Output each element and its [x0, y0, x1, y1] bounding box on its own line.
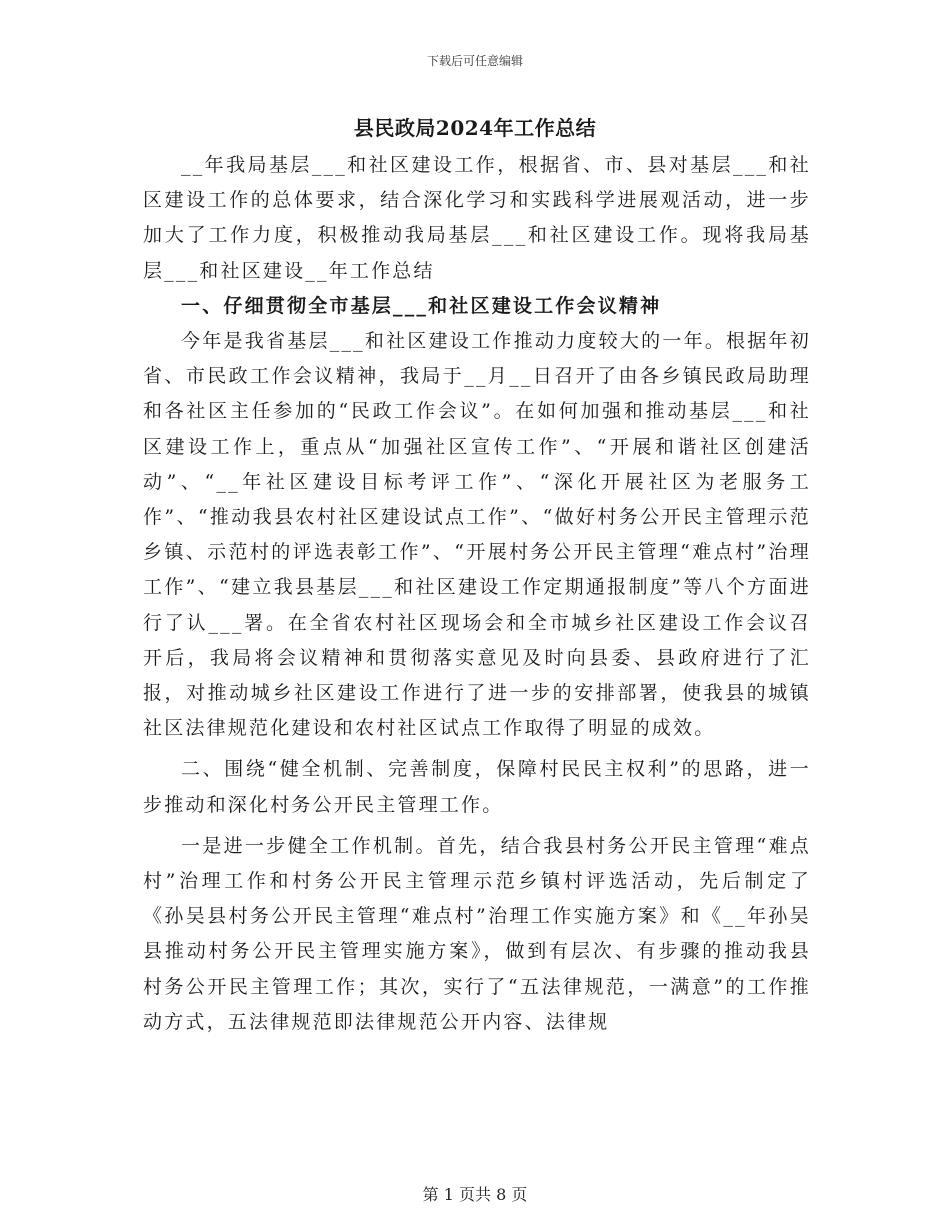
section-2-paragraph: 一是进一步健全工作机制。首先，结合我县村务公开民主管理“难点村”治理工作和村务公开民主管理示范乡镇村评选活动，先后制定了《孙吴县村务公开民主管理“难点村”治理工作实施方案》和《__年孙吴县推动村务公开民主管理实施方案》，做到有层次、有步骤的推动我县村务公开民主管理工作；其次，实行了“五法律规范，一满意”的工作推动方式，五法律规范即法律规范公开内容、法律规: [143, 834, 811, 1033]
header-note: 下载后可任意编辑: [426, 54, 523, 68]
document-body: [143, 148, 811, 1040]
intro-paragraph: __年我局基层___和社区建设工作，根据省、市、县对基层___和社区建设工作的总体要求，结合深化学习和实践科学进展观活动，进一步加大了工作力度，积极推动我局基层___和社区建设工作。现将我局基层___和社区建设__年工作总结: [143, 154, 811, 282]
document-title: 县民政局2024年工作总结: [353, 116, 597, 140]
section-heading-2: 二、围绕“健全机制、完善制度，保障村民民主权利”的思路，进一步推动和深化村务公开民主管理工作。: [143, 758, 811, 816]
page-footer: 第 1 页共 8 页: [422, 1185, 528, 1204]
section-heading-1: 一、仔细贯彻全市基层___和社区建设工作会议精神: [181, 294, 662, 317]
section-1-paragraph: 今年是我省基层___和社区建设工作推动力度较大的一年。根据年初省、市民政工作会议精神，我局于__月__日召开了由各乡镇民政局助理和各社区主任参加的“民政工作会议”。在如何加强和推动基层___和社区建设工作上，重点从“加强社区宣传工作”、“开展和谐社区创建活动”、“__年社区建设目标考评工作”、“深化开展社区为老服务工作”、“推动我县农村社区建设试点工作”、“做好村务公开民主管理示范乡镇、示范村的评选表彰工作”、“开展村务公开民主管理“难点村”治理工作”、“建立我县基层___和社区建设工作定期通报制度”等八个方面进行了认___署。在全省农村社区现场会和全市城乡社区建设工作会议召开后，我局将会议精神和贯彻落实意见及时向县委、县政府进行了汇报，对推动城乡社区建设工作进行了进一步的安排部署，使我县的城镇社区法律规范化建设和农村社区试点工作取得了明显的成效。: [143, 330, 811, 740]
